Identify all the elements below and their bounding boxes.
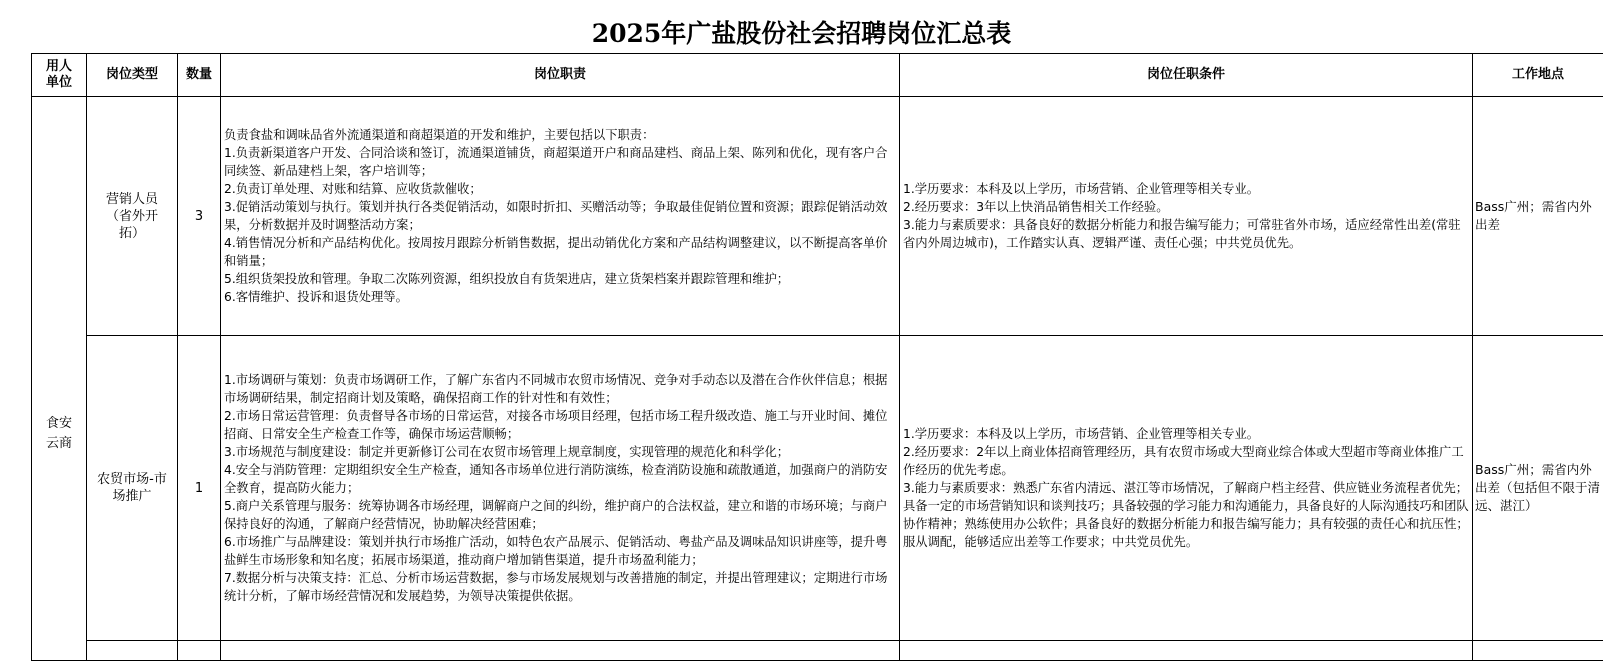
count-cell: 1 <box>178 336 221 641</box>
location-cell <box>1473 641 1603 661</box>
requirements-cell <box>900 641 1473 661</box>
count-cell <box>178 641 221 661</box>
requirements-cell: 1.学历要求：本科及以上学历，市场营销、企业管理等相关专业。 2.经历要求：3年以上快消品销售相关工作经验。 3.能力与素质要求：具备良好的数据分析能力和报告编写能力；可常驻省外市场，适应经常性出差(常驻省内外周边城市)，工作踏实认真、逻辑严谨、责任心强；中共党员优先。 <box>900 97 1473 336</box>
location-cell: Bass广州；需省内外出差 <box>1473 97 1603 336</box>
header-count: 数量 <box>178 54 221 97</box>
header-type: 岗位类型 <box>87 54 178 97</box>
positions-table <box>31 53 1603 661</box>
header-location: 工作地点 <box>1473 54 1603 97</box>
table-row <box>32 641 1603 661</box>
unit-cell: 食安 云商 <box>32 97 87 661</box>
page-title: 2025年广盐股份社会招聘岗位汇总表 <box>0 14 1603 50</box>
header-unit: 用人 单位 <box>32 54 87 97</box>
location-cell: Bass广州；需省内外出差（包括但不限于清远、湛江） <box>1473 336 1603 641</box>
duties-cell: 负责食盐和调味品省外流通渠道和商超渠道的开发和维护，主要包括以下职责： 1.负责新渠道客户开发、合同洽谈和签订，流通渠道铺货，商超渠道开户和商品建档、商品上架、陈列和优化，现有客户合同续签、新品建档上架，客户培训等； 2.负责订单处理、对账和结算、应收货款催收； 3.促销活动策划与执行。策划并执行各类促销活动，如限时折扣、买赠活动等；争取最佳促销位置和资源；跟踪促销活动效果，分析数据并及时调整活动方案； 4.销售情况分析和产品结构优化。按周按月跟踪分析销售数据，提出动销优化方案和产品结构调整建议，以不断提高客单价和销量； 5.组织货架投放和管理。争取二次陈列资源，组织投放自有货架进店，建立货架档案并跟踪管理和维护； 6.客情维护、投诉和退货处理等。 <box>221 97 900 336</box>
type-cell <box>87 641 178 661</box>
header-row <box>32 54 1603 97</box>
table-row <box>32 97 1603 336</box>
count-cell: 3 <box>178 97 221 336</box>
header-duties: 岗位职责 <box>221 54 900 97</box>
type-cell: 农贸市场-市 场推广 <box>87 336 178 641</box>
type-cell: 营销人员 （省外开 拓） <box>87 97 178 336</box>
requirements-cell: 1.学历要求：本科及以上学历，市场营销、企业管理等相关专业。 2.经历要求：2年以上商业体招商管理经历，具有农贸市场或大型商业综合体或大型超市等商业体推广工作经历的优先考虑。 3.能力与素质要求：熟悉广东省内清远、湛江等市场情况，了解商户档主经营、供应链业务流程者优先；具备一定的市场营销知识和谈判技巧；具备较强的学习能力和沟通能力，具备良好的人际沟通技巧和团队协作精神；熟练使用办公软件；具备良好的数据分析能力和报告编写能力；具有较强的责任心和抗压性；服从调配，能够适应出差等工作要求；中共党员优先。 <box>900 336 1473 641</box>
duties-cell <box>221 641 900 661</box>
duties-cell: 1.市场调研与策划：负责市场调研工作，了解广东省内不同城市农贸市场情况、竞争对手动态以及潜在合作伙伴信息；根据市场调研结果，制定招商计划及策略，确保招商工作的针对性和有效性； 2.市场日常运营管理：负责督导各市场的日常运营，对接各市场项目经理，包括市场工程升级改造、施工与开业时间、摊位招商、日常安全生产检查工作等，确保市场运营顺畅； 3.市场规范与制度建设：制定并更新修订公司在农贸市场管理上规章制度，实现管理的规范化和科学化； 4.安全与消防管理：定期组织安全生产检查，通知各市场单位进行消防演练，检查消防设施和疏散通道，加强商户的消防安全教育，提高防火能力； 5.商户关系管理与服务：统筹协调各市场经理，调解商户之间的纠纷，维护商户的合法权益，建立和谐的市场环境；与商户保持良好的沟通，了解商户经营情况，协助解决经营困难； 6.市场推广与品牌建设：策划并执行市场推广活动，如特色农产品展示、促销活动、粤盐产品及调味品知识讲座等，提升粤盐鲜生市场形象和知名度；拓展市场渠道，推动商户增加销售渠道，提升市场盈利能力； 7.数据分析与决策支持：汇总、分析市场运营数据，参与市场发展规划与改善措施的制定，并提出管理建议；定期进行市场统计分析，了解市场经营情况和发展趋势，为领导决策提供依据。 <box>221 336 900 641</box>
table-row <box>32 336 1603 641</box>
header-requirements: 岗位任职条件 <box>900 54 1473 97</box>
